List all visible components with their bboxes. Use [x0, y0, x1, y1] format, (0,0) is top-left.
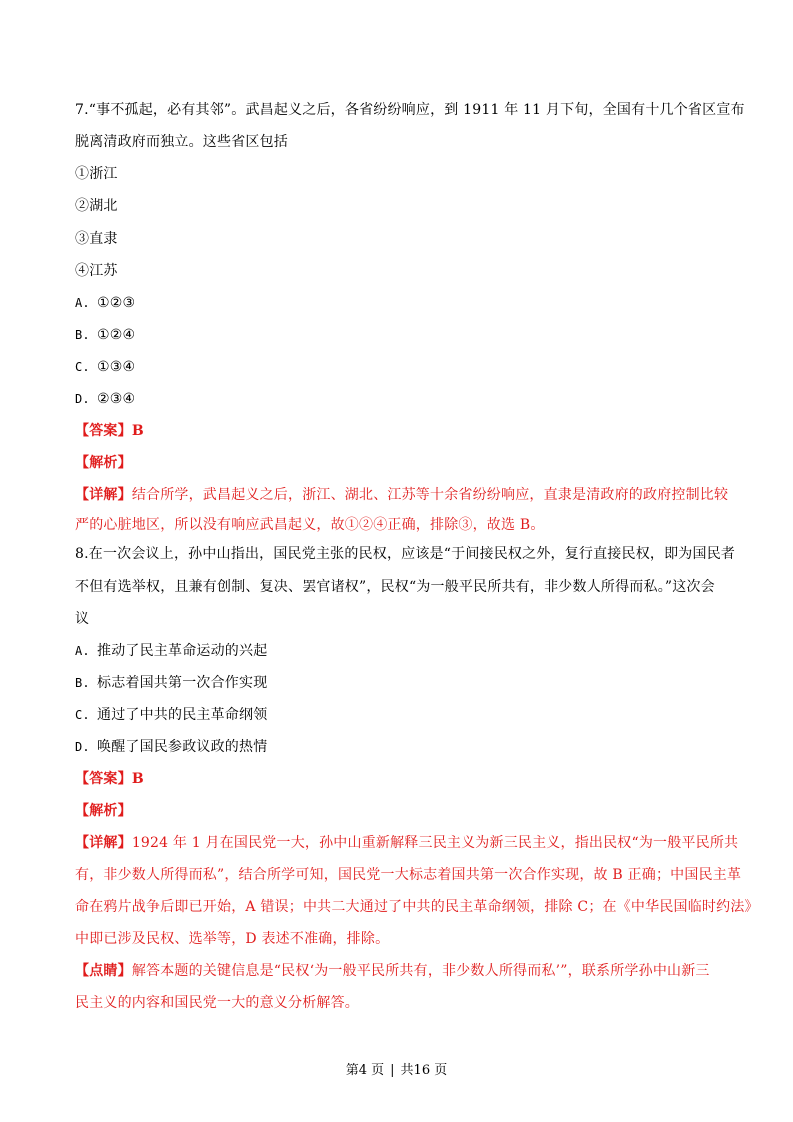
q8-detail-line-2: 有，非少数人所得而私”，结合所学可知，国民党一大标志着国共第一次合作实现，故 B 正确；中国民主革	[75, 867, 742, 883]
q8-stem-line-1: 8.在一次会议上，孙中山指出，国民党主张的民权，应该是“于间接民权之外，复行直接民权，即为国民者	[75, 546, 736, 562]
q7-detail-line-1	[75, 486, 729, 504]
option-letter: C.	[75, 708, 90, 722]
option-text: ①②④	[97, 327, 136, 343]
q8-option-a	[75, 642, 725, 660]
q8-option-c	[75, 706, 725, 724]
option-text: 唤醒了国民参政议政的热情	[97, 739, 268, 755]
page-current: 第4 页	[345, 1063, 385, 1078]
answer-value: B	[131, 423, 144, 439]
q8-tip-line-2: 民主义的内容和国民党一大的意义分析解答。	[75, 995, 359, 1011]
q7-option-c	[75, 358, 725, 376]
tip-tag: 【点睛】	[75, 963, 132, 979]
answer-tag: 【答案】	[75, 771, 132, 787]
option-letter: D.	[75, 740, 90, 754]
q8-detail-line-4: 中即已涉及民权、选举等，D 表述不准确，排除。	[75, 931, 390, 947]
q7-stem-line-1: 7.“事不孤起，必有其邻”。武昌起义之后，各省纷纷响应，到 1911 年 11 月下旬，全国有十几个省区宣布	[75, 102, 745, 118]
q8-analysis-tag: 【解析】	[75, 803, 132, 819]
q8-stem-line-3: 议	[75, 611, 90, 627]
answer-tag: 【答案】	[75, 423, 132, 439]
q8-tip-line-1	[75, 962, 725, 980]
page-total: 共16 页	[400, 1063, 448, 1078]
page-separator: |	[390, 1063, 395, 1078]
detail-tag: 【详解】	[75, 487, 132, 503]
q7-stem-line-2: 脱离清政府而独立。这些省区包括	[75, 134, 288, 150]
q7-analysis-tag: 【解析】	[75, 455, 132, 471]
q7-item-4: ④江苏	[75, 263, 118, 279]
q8-option-d	[75, 738, 725, 756]
option-letter: C.	[75, 360, 90, 374]
option-text: ①③④	[97, 359, 136, 375]
option-text: 推动了民主革命运动的兴起	[97, 643, 268, 659]
option-letter: D.	[75, 392, 90, 406]
option-letter: A.	[75, 644, 90, 658]
q7-item-1: ①浙江	[75, 166, 118, 182]
detail-text: 结合所学，武昌起义之后，浙江、湖北、江苏等十余省纷纷响应，直隶是清政府的政府控制比较	[131, 487, 729, 503]
option-text: 标志着国共第一次合作实现	[97, 675, 268, 691]
option-text: 通过了中共的民主革命纲领	[97, 707, 268, 723]
q8-detail-line-1	[75, 834, 739, 852]
q7-item-3: ③直隶	[75, 231, 118, 247]
q8-option-b	[75, 674, 725, 692]
q7-answer	[75, 422, 725, 440]
detail-tag: 【详解】	[75, 835, 132, 851]
q7-detail-line-2: 严的心脏地区，所以没有响应武昌起义，故①②④正确，排除③，故选 B。	[75, 517, 545, 533]
tip-text: 解答本题的关键信息是“民权‘为一般平民所共有，非少数人所得而私’”，联系所学孙中山新三	[131, 963, 710, 979]
page-footer	[0, 1062, 793, 1080]
q7-item-2: ②湖北	[75, 198, 118, 214]
detail-text: 1924 年 1 月在国民党一大，孙中山重新解释三民主义为新三民主义，指出民权“为一般平民所共	[131, 835, 739, 851]
q7-option-b	[75, 326, 725, 344]
option-text: ①②③	[97, 295, 136, 311]
q8-stem-line-2: 不但有选举权，且兼有创制、复决、罢官诸权”，民权“为一般平民所共有，非少数人所得而私。”这次会	[75, 579, 715, 595]
answer-value: B	[131, 771, 144, 787]
q7-option-a	[75, 294, 725, 312]
q8-detail-line-3: 命在鸦片战争后即已开始，A 错误；中共二大通过了中共的民主革命纲领，排除 C；在《中华民国临时约法》	[75, 899, 759, 915]
q8-answer	[75, 770, 725, 788]
q7-option-d	[75, 390, 725, 408]
option-text: ②③④	[97, 391, 136, 407]
option-letter: B.	[75, 328, 90, 342]
option-letter: A.	[75, 296, 90, 310]
option-letter: B.	[75, 676, 90, 690]
